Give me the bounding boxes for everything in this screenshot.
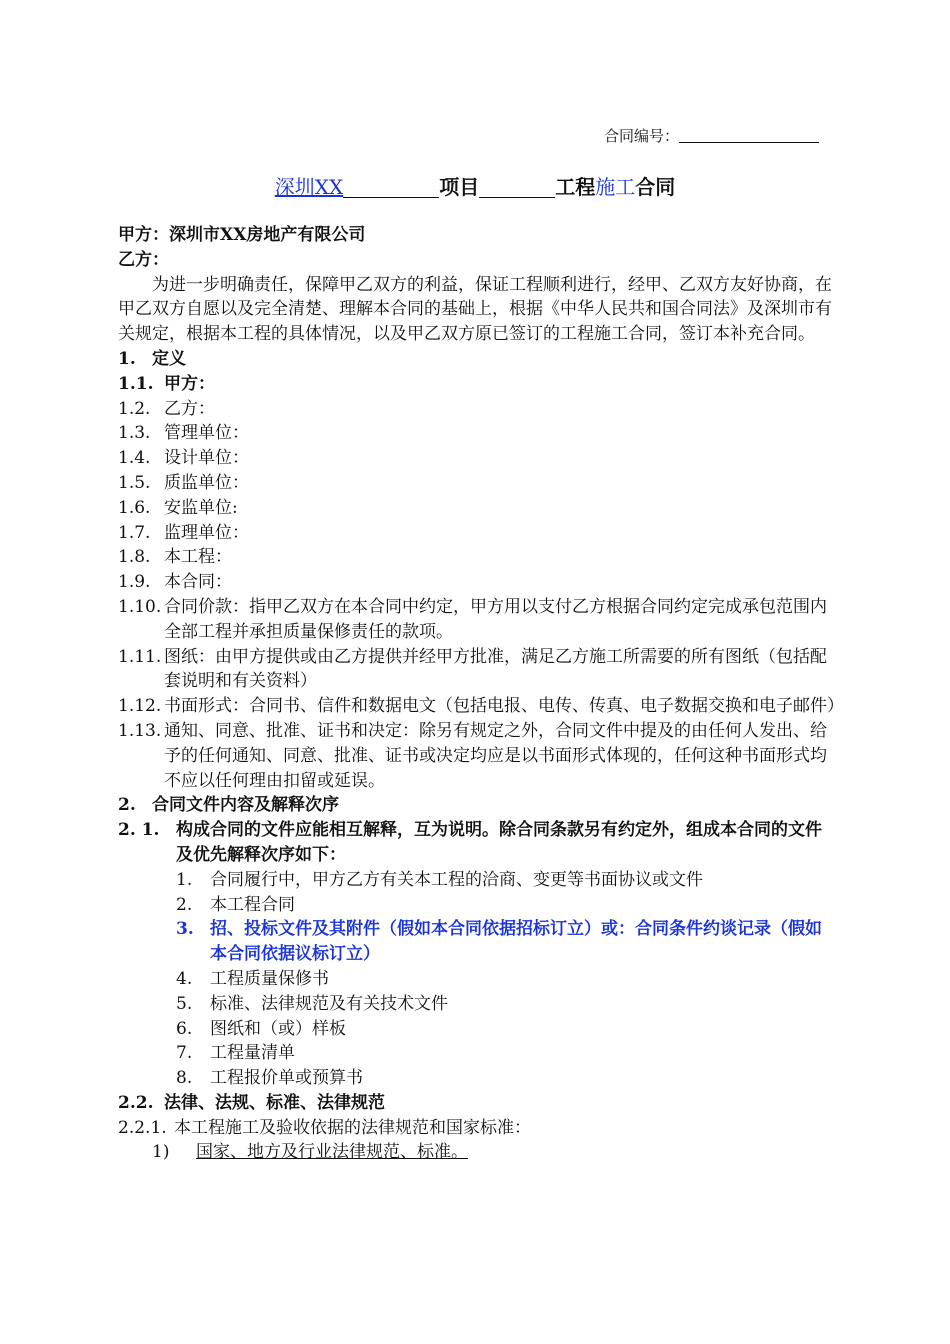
list-item-text: 工程质量保修书 <box>210 968 329 989</box>
standards-item-1 <box>118 1140 838 1165</box>
list-item <box>176 1017 838 1042</box>
definition-item <box>118 397 838 422</box>
section-1-number: 1. <box>118 348 136 369</box>
clause-2-2-number: 2.2. <box>118 1092 154 1113</box>
definition-text: 质监单位： <box>164 472 249 493</box>
list-item <box>176 992 838 1017</box>
list-item-text: 标准、法律规范及有关技术文件 <box>210 993 448 1014</box>
list-item-number: 8. <box>176 1068 193 1089</box>
clause-2-2-1 <box>118 1116 838 1141</box>
definition-item <box>118 446 838 471</box>
list-item-text: 合同履行中，甲方乙方有关本工程的洽商、变更等书面协议或文件 <box>210 869 703 890</box>
definition-item <box>118 372 838 397</box>
definition-item <box>118 694 844 719</box>
clause-2-2 <box>118 1091 838 1116</box>
definition-text: 管理单位： <box>164 423 249 444</box>
standards-item-number: 1) <box>152 1142 170 1163</box>
list-item-number: 3. <box>176 919 194 940</box>
definition-number: 1.4. <box>118 448 151 469</box>
list-item-number: 6. <box>176 1018 193 1039</box>
definition-number: 1.2. <box>118 398 151 419</box>
title-part-shenzhen: 深圳XX <box>274 175 344 199</box>
list-item-number: 4. <box>176 968 193 989</box>
definition-text: 本合同： <box>164 572 232 593</box>
list-item-highlighted <box>176 917 838 967</box>
list-item <box>176 967 838 992</box>
list-item-text: 工程报价单或预算书 <box>210 1068 363 1089</box>
contract-number-blank[interactable] <box>679 128 819 143</box>
definition-text: 设计单位： <box>164 448 249 469</box>
definition-text: 书面形式：合同书、信件和数据电文（包括电报、电传、传真、电子数据交换和电子邮件） <box>164 696 844 717</box>
list-item <box>176 1041 838 1066</box>
list-item-number: 5. <box>176 993 193 1014</box>
title-part-construction: 施工 <box>595 175 636 199</box>
definition-number: 1.11. <box>118 646 162 667</box>
definition-number: 1.1. <box>118 373 154 394</box>
definition-number: 1.9. <box>118 572 151 593</box>
title-part-contract: 合同 <box>635 175 676 199</box>
definition-text: 监理单位： <box>164 522 249 543</box>
definition-number: 1.5. <box>118 472 151 493</box>
definition-number: 1.3. <box>118 423 151 444</box>
standards-item-text: 国家、地方及行业法律规范、标准。 <box>196 1142 468 1163</box>
list-item-text: 本工程合同 <box>210 894 295 915</box>
list-item-text: 工程量清单 <box>210 1043 295 1064</box>
list-item-number: 1. <box>176 869 193 890</box>
definition-text: 图纸：由甲方提供或由乙方提供并经甲方批准，满足乙方施工所需要的所有图纸（包括配套说明和有关资料） <box>164 646 827 692</box>
clause-2-2-1-number: 2.2.1. <box>118 1117 167 1138</box>
party-a-line: 甲方：深圳市XX房地产有限公司 <box>118 225 366 245</box>
clause-2-2-1-text: 本工程施工及验收依据的法律规范和国家标准： <box>174 1117 531 1138</box>
section-2-title: 合同文件内容及解释次序 <box>152 795 339 816</box>
clause-2-1-text: 构成合同的文件应能相互解释，互为说明。除合同条款另有约定外，组成本合同的文件及优先解释次序如下： <box>176 820 822 865</box>
title-blank-1 <box>343 177 439 198</box>
definition-item <box>118 521 838 546</box>
contract-number-line <box>604 126 819 146</box>
definition-item <box>118 471 838 496</box>
definition-item <box>118 595 838 645</box>
definition-item <box>118 719 838 793</box>
definition-item <box>118 645 838 695</box>
title-part-engineering: 工程 <box>555 175 596 199</box>
definition-text: 甲方： <box>164 373 215 394</box>
definition-item <box>118 421 838 446</box>
section-2-number: 2. <box>118 795 136 816</box>
list-item-number: 2. <box>176 894 193 915</box>
title-blank-2 <box>479 177 555 198</box>
definition-text: 乙方： <box>164 398 215 419</box>
definition-item <box>118 545 838 570</box>
document-body <box>118 223 844 1165</box>
document-title <box>0 173 950 201</box>
definition-number: 1.12. <box>118 696 162 717</box>
definition-text: 安监单位: <box>164 497 238 518</box>
title-part-project: 项目 <box>439 175 480 199</box>
definition-number: 1.8. <box>118 547 151 568</box>
intro-paragraph: 为进一步明确责任，保障甲乙双方的利益，保证工程顺利进行，经甲、乙双方友好协商，在甲乙双方自愿以及完全清楚、理解本合同的基础上，根据《中华人民共和国合同法》及深圳市有关规定，根据本工程的具体情况，以及甲乙双方原已签订的工程施工合同，签订本补充合同。 <box>118 274 832 345</box>
definition-text: 本工程： <box>164 547 232 568</box>
list-item <box>176 893 838 918</box>
clause-2-1 <box>118 818 838 868</box>
list-item <box>176 868 838 893</box>
definition-number: 1.6. <box>118 497 151 518</box>
definition-item <box>118 570 838 595</box>
definition-number: 1.7. <box>118 522 151 543</box>
list-item-text: 图纸和（或）样板 <box>210 1018 346 1039</box>
clause-2-1-number: 2. 1. <box>118 820 160 841</box>
section-1-heading <box>118 347 838 372</box>
section-2-heading <box>118 793 838 818</box>
definition-number: 1.10. <box>118 596 162 617</box>
list-item-text: 招、投标文件及其附件（假如本合同依据招标订立）或：合同条件约谈记录（假如本合同依据议标订立） <box>210 919 822 965</box>
clause-2-2-text: 法律、法规、标准、法律规范 <box>164 1092 385 1113</box>
priority-order-list <box>118 868 838 1091</box>
definition-text: 通知、同意、批准、证书和决定：除另有规定之外，合同文件中提及的由任何人发出、给予的任何通知、同意、批准、证书或决定均应是以书面形式体现的，任何这种书面形式均不应以任何理由扣留或延误。 <box>164 720 827 791</box>
party-b-line: 乙方： <box>118 249 169 270</box>
list-item-number: 7. <box>176 1043 193 1064</box>
definition-number: 1.13. <box>118 720 162 741</box>
definition-text: 合同价款：指甲乙双方在本合同中约定，甲方用以支付乙方根据合同约定完成承包范围内全部工程并承担质量保修责任的款项。 <box>164 596 827 642</box>
contract-number-label: 合同编号： <box>604 127 680 145</box>
definition-item <box>118 496 838 521</box>
list-item <box>176 1066 838 1091</box>
section-1-title: 定义 <box>152 348 186 369</box>
